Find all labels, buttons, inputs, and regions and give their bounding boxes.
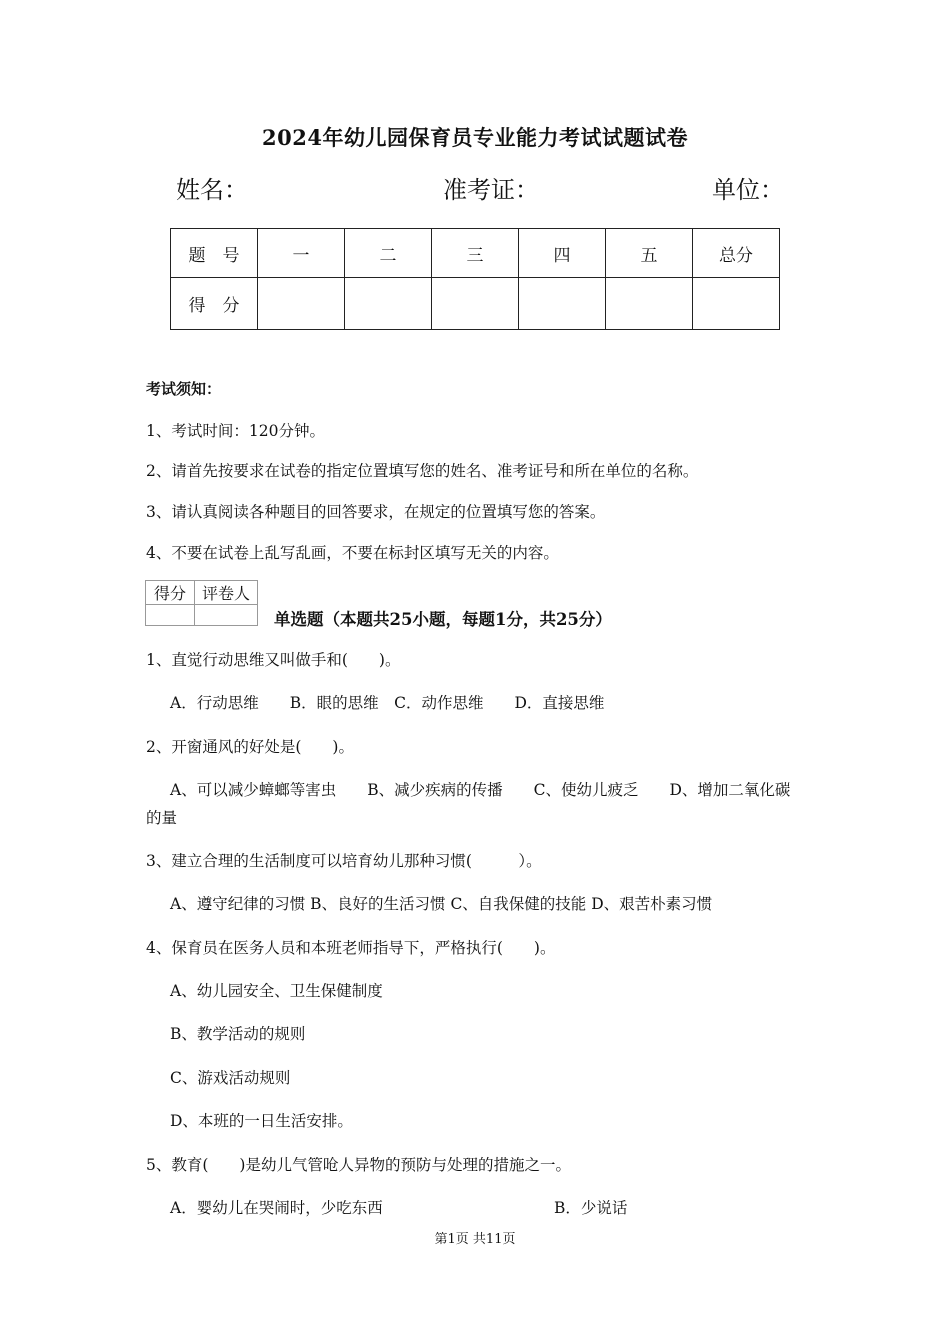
notice-item: 3、请认真阅读各种题目的回答要求，在规定的位置填写您的答案。 [146, 503, 606, 521]
score-cell [432, 278, 519, 330]
question-option: A、幼儿园安全、卫生保健制度 [170, 982, 383, 1000]
grader-name-label: 评卷人 [195, 581, 258, 605]
score-table-score-row [171, 278, 780, 330]
section-heading: 单选题（本题共25小题，每题1分，共25分） [274, 610, 612, 629]
question-options: A、遵守纪律的习惯 B、良好的生活习惯 C、自我保健的技能 D、艰苦朴素习惯 [170, 895, 713, 913]
grader-score-cell [146, 605, 195, 626]
question-option: D、本班的一日生活安排。 [170, 1112, 353, 1130]
question-option: B、教学活动的规则 [170, 1025, 306, 1043]
question-options: A、可以减少蟑螂等害虫 B、减少疾病的传播 C、使幼儿疲乏 D、增加二氧化碳 [170, 781, 791, 799]
score-table-header-row [171, 229, 780, 278]
question-stem: 3、建立合理的生活制度可以培育幼儿那种习惯( ）。 [146, 852, 542, 870]
score-header-cell: 五 [606, 229, 693, 278]
notice-item: 2、请首先按要求在试卷的指定位置填写您的姓名、准考证号和所在单位的名称。 [146, 462, 699, 480]
score-header-cell: 一 [258, 229, 345, 278]
question-options: A．行动思维 B．眼的思维 C．动作思维 D．直接思维 [170, 694, 605, 712]
question-stem: 2、开窗通风的好处是( )。 [146, 738, 354, 756]
score-header-cell: 四 [519, 229, 606, 278]
question-stem: 5、教育( )是幼儿气管呛人异物的预防与处理的措施之一。 [146, 1156, 571, 1174]
unit-field-label: 单位： [712, 176, 784, 204]
name-field-label: 姓名： [176, 176, 248, 204]
score-cell [345, 278, 432, 330]
score-header-cell: 题 号 [171, 229, 258, 278]
page-title: 2024年幼儿园保育员专业能力考试试题试卷 [262, 125, 688, 150]
score-table [170, 228, 780, 330]
grader-score-label: 得分 [146, 581, 195, 605]
score-cell [693, 278, 780, 330]
grader-box [145, 580, 258, 626]
question-option: A．婴幼儿在哭闹时，少吃东西 [170, 1199, 383, 1217]
notice-heading: 考试须知： [146, 380, 222, 398]
score-header-cell: 总分 [693, 229, 780, 278]
notice-item: 4、不要在试卷上乱写乱画，不要在标封区填写无关的内容。 [146, 544, 559, 562]
notice-item: 1、考试时间：120分钟。 [146, 422, 325, 440]
question-option: C、游戏活动规则 [170, 1069, 291, 1087]
question-stem: 1、直觉行动思维又叫做手和( )。 [146, 651, 401, 669]
score-cell [606, 278, 693, 330]
question-option: B．少说话 [554, 1199, 628, 1217]
question-stem: 4、保育员在医务人员和本班老师指导下，严格执行( )。 [146, 939, 556, 957]
exam-id-field-label: 准考证： [443, 176, 539, 204]
question-options-continued: 的量 [146, 809, 178, 827]
score-row-label: 得 分 [171, 278, 258, 330]
score-cell [258, 278, 345, 330]
score-cell [519, 278, 606, 330]
score-header-cell: 三 [432, 229, 519, 278]
score-header-cell: 二 [345, 229, 432, 278]
page-footer: 第1页 共11页 [434, 1232, 516, 1247]
grader-name-cell [195, 605, 258, 626]
